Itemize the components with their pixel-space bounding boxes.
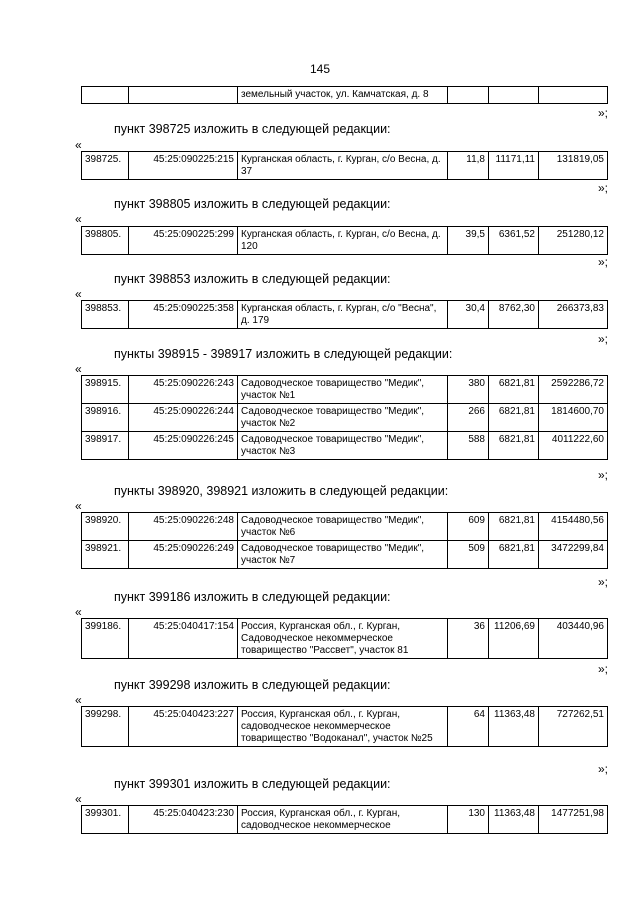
cell-number: 398805. <box>82 227 129 255</box>
cell-value: 3472299,84 <box>539 541 608 569</box>
cell-address: Садоводческое товарищество "Медик", участок №6 <box>238 513 448 541</box>
quote-open: « <box>75 693 82 707</box>
cell-number: 398853. <box>82 301 129 329</box>
cell-cadastral: 45:25:090225:358 <box>129 301 238 329</box>
quote-open: « <box>75 792 82 806</box>
table-row <box>82 619 608 659</box>
cell-number: 399186. <box>82 619 129 659</box>
section-heading: пункт 399186 изложить в следующей редакции: <box>114 590 391 604</box>
cell-area: 64 <box>448 707 489 747</box>
cell-cadastral: 45:25:040423:227 <box>129 707 238 747</box>
quote-close: »; <box>598 181 609 195</box>
cell-address: Садоводческое товарищество "Медик", участок №3 <box>238 432 448 460</box>
cell-area: 30,4 <box>448 301 489 329</box>
quote-open: « <box>75 605 82 619</box>
table-row <box>82 432 608 460</box>
cell-address: Россия, Курганская обл., г. Курган, садоводческое некоммерческое <box>238 806 448 834</box>
cell-cadastral: 45:25:090226:245 <box>129 432 238 460</box>
table-row <box>82 404 608 432</box>
cell-area: 380 <box>448 376 489 404</box>
cell-area: 11,8 <box>448 152 489 180</box>
cell-area: 266 <box>448 404 489 432</box>
quote-close: »; <box>598 662 609 676</box>
cell-area: 609 <box>448 513 489 541</box>
cell-cadastral <box>129 87 238 104</box>
cell-number: 398920. <box>82 513 129 541</box>
section-table <box>81 706 608 747</box>
page-number: 145 <box>309 62 331 76</box>
cell-cadastral: 45:25:040417:154 <box>129 619 238 659</box>
section-heading: пункты 398915 - 398917 изложить в следующей редакции: <box>114 347 453 361</box>
cell-number: 399298. <box>82 707 129 747</box>
cell-address: земельный участок, ул. Камчатская, д. 8 <box>238 87 448 104</box>
cell-area: 509 <box>448 541 489 569</box>
cell-rate: 6821,81 <box>489 376 539 404</box>
cell-number <box>82 87 129 104</box>
quote-close: »; <box>598 255 609 269</box>
section-heading: пункт 399301 изложить в следующей редакции: <box>114 777 391 791</box>
cell-value: 4154480,56 <box>539 513 608 541</box>
section-heading: пункт 398805 изложить в следующей редакции: <box>114 197 391 211</box>
cell-number: 399301. <box>82 806 129 834</box>
cell-rate: 6821,81 <box>489 513 539 541</box>
cell-cadastral: 45:25:090226:249 <box>129 541 238 569</box>
cell-rate: 11206,69 <box>489 619 539 659</box>
cell-number: 398917. <box>82 432 129 460</box>
cell-address: Россия, Курганская обл., г. Курган, садоводческое некоммерческое товарищество "Водоканал", участок №25 <box>238 707 448 747</box>
cell-cadastral: 45:25:090225:215 <box>129 152 238 180</box>
quote-close: »; <box>598 468 609 482</box>
quote-open: « <box>75 499 82 513</box>
quote-open: « <box>75 287 82 301</box>
table-continued <box>81 86 608 104</box>
cell-rate: 11363,48 <box>489 707 539 747</box>
quote-open: « <box>75 212 82 226</box>
table-row <box>82 541 608 569</box>
table-row <box>82 301 608 329</box>
table-row <box>82 227 608 255</box>
cell-address: Садоводческое товарищество "Медик", участок №1 <box>238 376 448 404</box>
section-heading: пункт 398853 изложить в следующей редакции: <box>114 272 391 286</box>
cell-cadastral: 45:25:090226:248 <box>129 513 238 541</box>
cell-value: 131819,05 <box>539 152 608 180</box>
cell-number: 398915. <box>82 376 129 404</box>
section-table <box>81 300 608 329</box>
cell-cadastral: 45:25:090226:244 <box>129 404 238 432</box>
section-table <box>81 226 608 255</box>
cell-cadastral: 45:25:040423:230 <box>129 806 238 834</box>
cell-area: 130 <box>448 806 489 834</box>
cell-address: Курганская область, г. Курган, с/о Весна, д. 120 <box>238 227 448 255</box>
cell-rate: 11363,48 <box>489 806 539 834</box>
cell-area: 36 <box>448 619 489 659</box>
cell-area: 588 <box>448 432 489 460</box>
table-row <box>82 806 608 834</box>
cell-address: Курганская область, г. Курган, с/о Весна, д. 37 <box>238 152 448 180</box>
quote-close: »; <box>598 762 609 776</box>
cell-rate: 8762,30 <box>489 301 539 329</box>
cell-address: Садоводческое товарищество "Медик", участок №7 <box>238 541 448 569</box>
quote-close: »; <box>598 106 609 120</box>
table-row <box>82 152 608 180</box>
table-row <box>82 513 608 541</box>
section-table <box>81 618 608 659</box>
cell-address: Курганская область, г. Курган, с/о "Весна", д. 179 <box>238 301 448 329</box>
cell-area <box>448 87 489 104</box>
section-heading: пункт 398725 изложить в следующей редакции: <box>114 122 391 136</box>
cell-address: Садоводческое товарищество "Медик", участок №2 <box>238 404 448 432</box>
cell-rate: 6821,81 <box>489 432 539 460</box>
cell-rate: 11171,11 <box>489 152 539 180</box>
cell-value: 2592286,72 <box>539 376 608 404</box>
table-row <box>82 376 608 404</box>
cell-value: 1814600,70 <box>539 404 608 432</box>
cell-cadastral: 45:25:090226:243 <box>129 376 238 404</box>
table-row <box>82 87 608 104</box>
cell-value: 403440,96 <box>539 619 608 659</box>
quote-open: « <box>75 138 82 152</box>
section-table <box>81 375 608 460</box>
cell-value: 251280,12 <box>539 227 608 255</box>
section-heading: пункты 398920, 398921 изложить в следующей редакции: <box>114 484 449 498</box>
cell-area: 39,5 <box>448 227 489 255</box>
cell-rate: 6821,81 <box>489 541 539 569</box>
cell-number: 398921. <box>82 541 129 569</box>
cell-cadastral: 45:25:090225:299 <box>129 227 238 255</box>
quote-close: »; <box>598 575 609 589</box>
cell-number: 398725. <box>82 152 129 180</box>
cell-value <box>539 87 608 104</box>
quote-close: »; <box>598 332 609 346</box>
table-row <box>82 707 608 747</box>
cell-number: 398916. <box>82 404 129 432</box>
section-table <box>81 805 608 834</box>
cell-rate <box>489 87 539 104</box>
quote-open: « <box>75 362 82 376</box>
cell-value: 727262,51 <box>539 707 608 747</box>
cell-address: Россия, Курганская обл., г. Курган, Садоводческое некоммерческое товарищество "Рассвет", участок 81 <box>238 619 448 659</box>
cell-rate: 6821,81 <box>489 404 539 432</box>
section-table <box>81 151 608 180</box>
section-heading: пункт 399298 изложить в следующей редакции: <box>114 678 391 692</box>
cell-value: 1477251,98 <box>539 806 608 834</box>
section-table <box>81 512 608 569</box>
cell-rate: 6361,52 <box>489 227 539 255</box>
cell-value: 4011222,60 <box>539 432 608 460</box>
cell-value: 266373,83 <box>539 301 608 329</box>
